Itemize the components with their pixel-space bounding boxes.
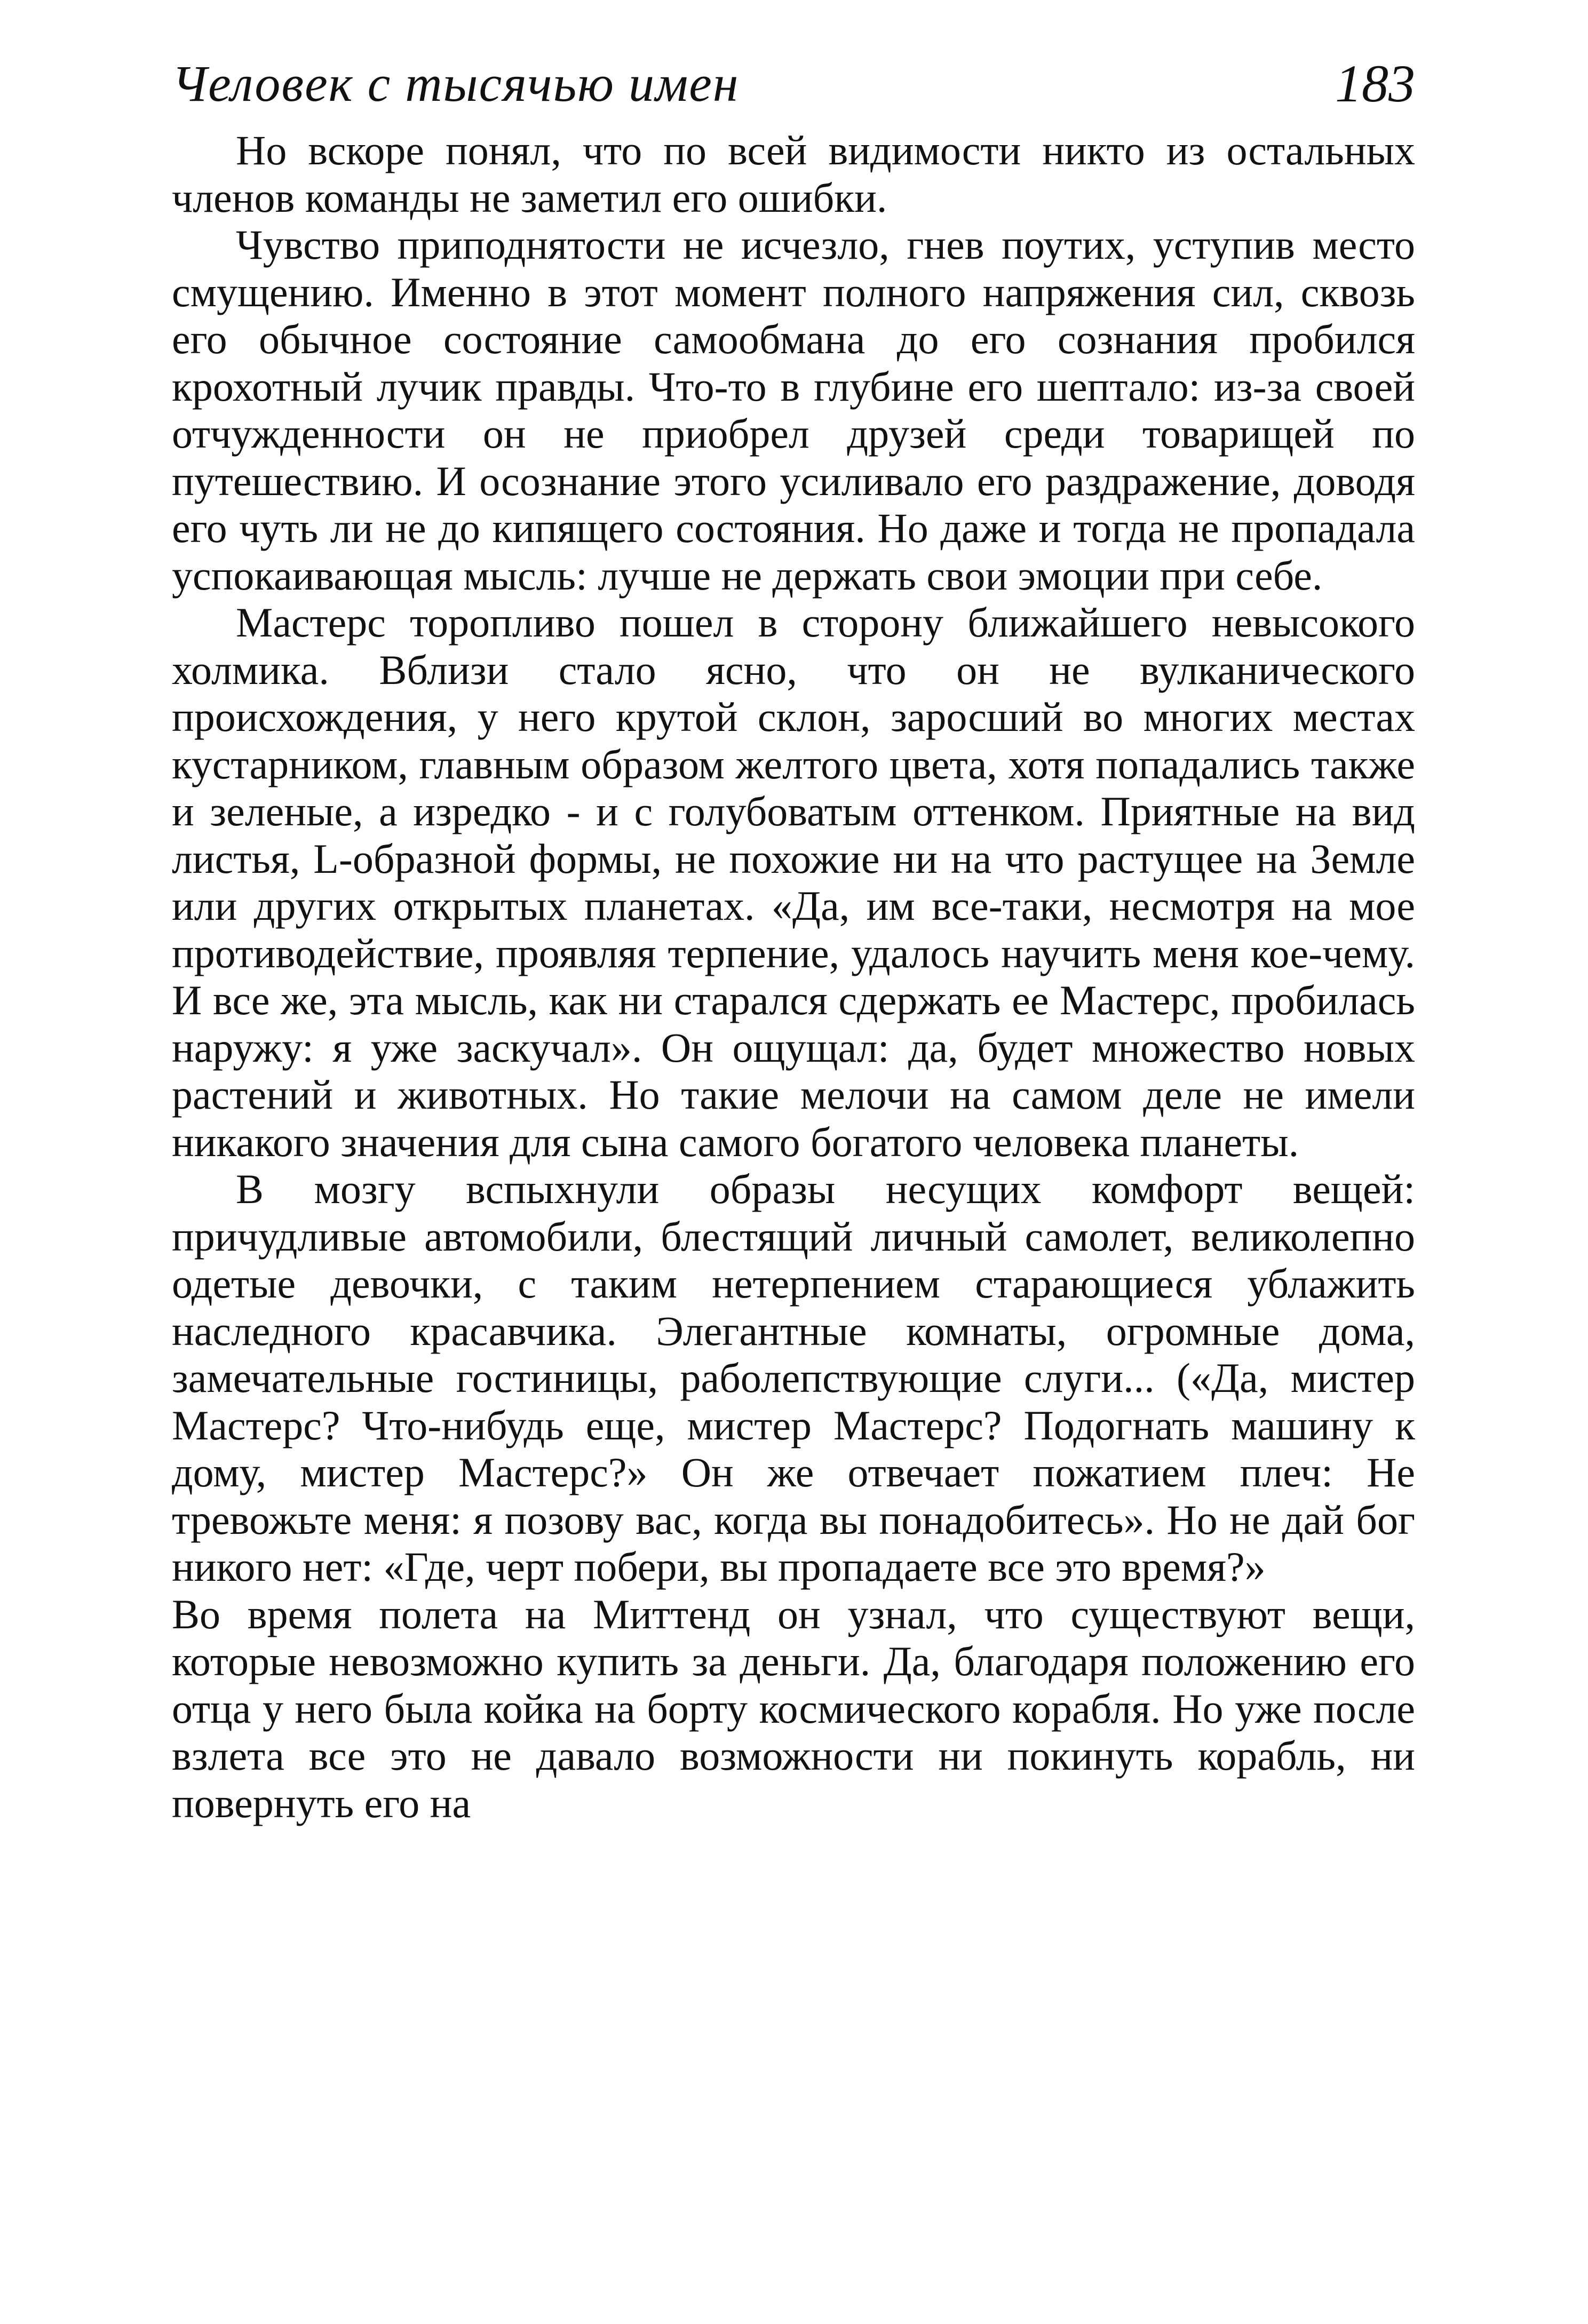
paragraph: Мастерс торопливо пошел в сторону ближайшего невысокого холмика. Вблизи стало ясно, что он не вулканического происхождения, у него крутой склон, заросший во многих местах кустарником, главным образом желтого цвета, хотя попадались также и зеленые, а изредко - и с голубоватым оттенком. Приятные на вид листья, L-образной формы, не похожие ни на что растущее на Земле или других открытых планетах. «Да, им все-таки, несмотря на мое противодействие, проявляя терпение, удалось научить меня кое-чему. И все же, эта мысль, как ни старался сдержать ее Мастерс, пробилась наружу: я уже заскучал». Он ощущал: да, будет множество новых растений и животных. Но такие мелочи на самом деле не имели никакого значения для сына самого богатого человека планеты. [172, 599, 1415, 1165]
paragraph: Но вскоре понял, что по всей видимости никто из остальных членов команды не заметил его ошибки. [172, 127, 1415, 221]
paragraph: Чувство приподнятости не исчезло, гнев поутих, уступив место смущению. Именно в этот момент полного напряжения сил, сквозь его обычное состояние самообмана до его сознания пробился крохотный лучик правды. Что-то в глубине его шептало: из-за своей отчужденности он не приобрел друзей среди товарищей по путешествию. И осознание этого усиливало его раздражение, доводя его чуть ли не до кипящего состояния. Но даже и тогда не пропадала успокаивающая мысль: лучше не держать свои эмоции при себе. [172, 221, 1415, 599]
paragraph: В мозгу вспыхнули образы несущих комфорт вещей: причудливые автомобили, блестящий личный самолет, великолепно одетые девочки, с таким нетерпением старающиеся ублажить наследного красавчика. Элегантные комнаты, огромные дома, замечательные гостиницы, раболепствующие слуги... («Да, мистер Мастерс? Что-нибудь еще, мистер Мастерс? Подогнать машину к дому, мистер Мастерс?» Он же отвечает пожатием плеч: Не тревожьте меня: я позову вас, когда вы понадобитесь». Но не дай бог никого нет: «Где, черт побери, вы пропадаете все это время?» [172, 1166, 1415, 1590]
body-text [172, 127, 1415, 1827]
paragraph: Во время полета на Миттенд он узнал, что существуют вещи, которые невозможно купить за деньги. Да, благодаря положению его отца у него была койка на борту космического корабля. Но уже после взлета все это не давало возможности ни покинуть корабль, ни повернуть его на [172, 1590, 1415, 1826]
running-title: Человек с тысячью имен [172, 55, 740, 112]
page-number: 183 [1335, 54, 1415, 113]
page-header [172, 49, 1415, 118]
